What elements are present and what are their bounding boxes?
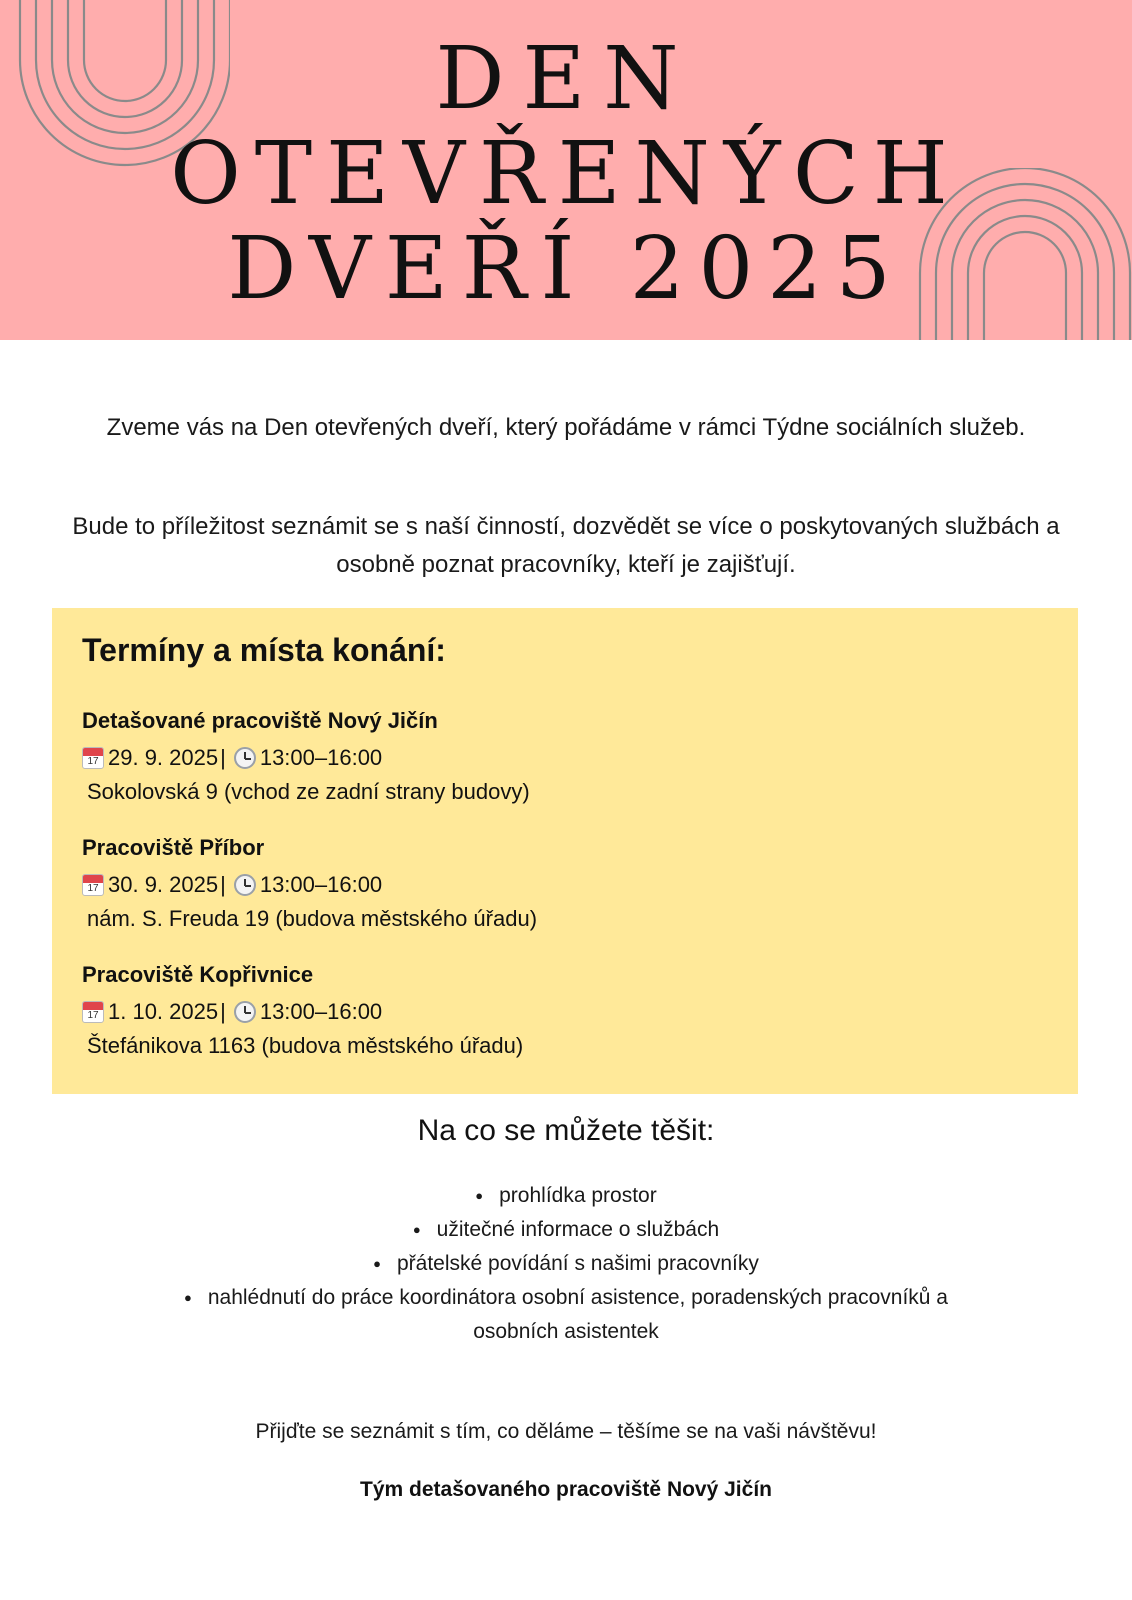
location-date: 29. 9. 2025 bbox=[108, 745, 219, 770]
closing-message: Přijďte se seznámit s tím, co děláme – těšíme se na vaši návštěvu! bbox=[255, 1420, 877, 1443]
location-datetime bbox=[82, 740, 982, 776]
location-address: Sokolovská 9 (vchod ze zadní strany budovy) bbox=[87, 779, 530, 804]
title-line-3: DVEŘÍ 2025 bbox=[227, 219, 905, 319]
list-item bbox=[140, 1180, 992, 1214]
expectations-heading: Na co se můžete těšit: bbox=[417, 1114, 715, 1147]
expectations-list bbox=[140, 1180, 992, 1348]
schedule-box bbox=[52, 608, 1078, 1094]
date-time-separator: | bbox=[220, 872, 226, 897]
location-name: Pracoviště Příbor bbox=[82, 835, 265, 860]
location-time: 13:00–16:00 bbox=[259, 872, 383, 897]
date-time-separator: | bbox=[220, 999, 226, 1024]
list-item bbox=[140, 1214, 992, 1248]
list-item-text: prohlídka prostor bbox=[499, 1184, 657, 1207]
calendar-icon bbox=[82, 1001, 104, 1023]
list-item bbox=[140, 1248, 992, 1282]
location-koprivnice bbox=[82, 960, 982, 1062]
calendar-icon bbox=[82, 747, 104, 769]
intro-paragraph-1: Zveme vás na Den otevřených dveří, který pořádáme v rámci Týdne sociálních služeb. bbox=[106, 414, 1026, 441]
location-time: 13:00–16:00 bbox=[259, 745, 383, 770]
list-item-text: přátelské povídání s našimi pracovníky bbox=[397, 1252, 759, 1275]
clock-icon bbox=[234, 747, 256, 769]
clock-icon bbox=[234, 874, 256, 896]
list-item-text: užitečné informace o službách bbox=[436, 1218, 720, 1241]
location-name: Detašované pracoviště Nový Jičín bbox=[82, 708, 438, 733]
title-line-2: OTEVŘENÝCH bbox=[170, 124, 962, 224]
intro-paragraph-2: Bude to příležitost seznámit se s naší činností, dozvědět se více o poskytovaných službách a osobně poznat pracovníky, kteří je zajišťují. bbox=[72, 513, 1060, 578]
location-datetime bbox=[82, 994, 982, 1030]
event-title bbox=[0, 29, 1132, 319]
location-address: Štefánikova 1163 (budova městského úřadu) bbox=[87, 1033, 524, 1058]
list-item-text: nahlédnutí do práce koordinátora osobní asistence, poradenských pracovníků a osobních asistentek bbox=[207, 1286, 948, 1343]
calendar-icon bbox=[82, 874, 104, 896]
schedule-heading: Termíny a místa konání: bbox=[82, 632, 446, 668]
location-name: Pracoviště Kopřivnice bbox=[82, 962, 314, 987]
location-datetime bbox=[82, 867, 982, 903]
list-item bbox=[140, 1282, 992, 1348]
location-time: 13:00–16:00 bbox=[259, 999, 383, 1024]
location-date: 30. 9. 2025 bbox=[108, 872, 219, 897]
date-time-separator: | bbox=[220, 745, 226, 770]
signature: Tým detašovaného pracoviště Nový Jičín bbox=[360, 1478, 772, 1501]
location-date: 1. 10. 2025 bbox=[108, 999, 219, 1024]
location-address: nám. S. Freuda 19 (budova městského úřadu) bbox=[87, 906, 538, 931]
location-pribor bbox=[82, 833, 982, 935]
title-line-1: DEN bbox=[435, 29, 697, 129]
header-banner bbox=[0, 0, 1132, 340]
location-novy-jicin bbox=[82, 706, 982, 808]
clock-icon bbox=[234, 1001, 256, 1023]
